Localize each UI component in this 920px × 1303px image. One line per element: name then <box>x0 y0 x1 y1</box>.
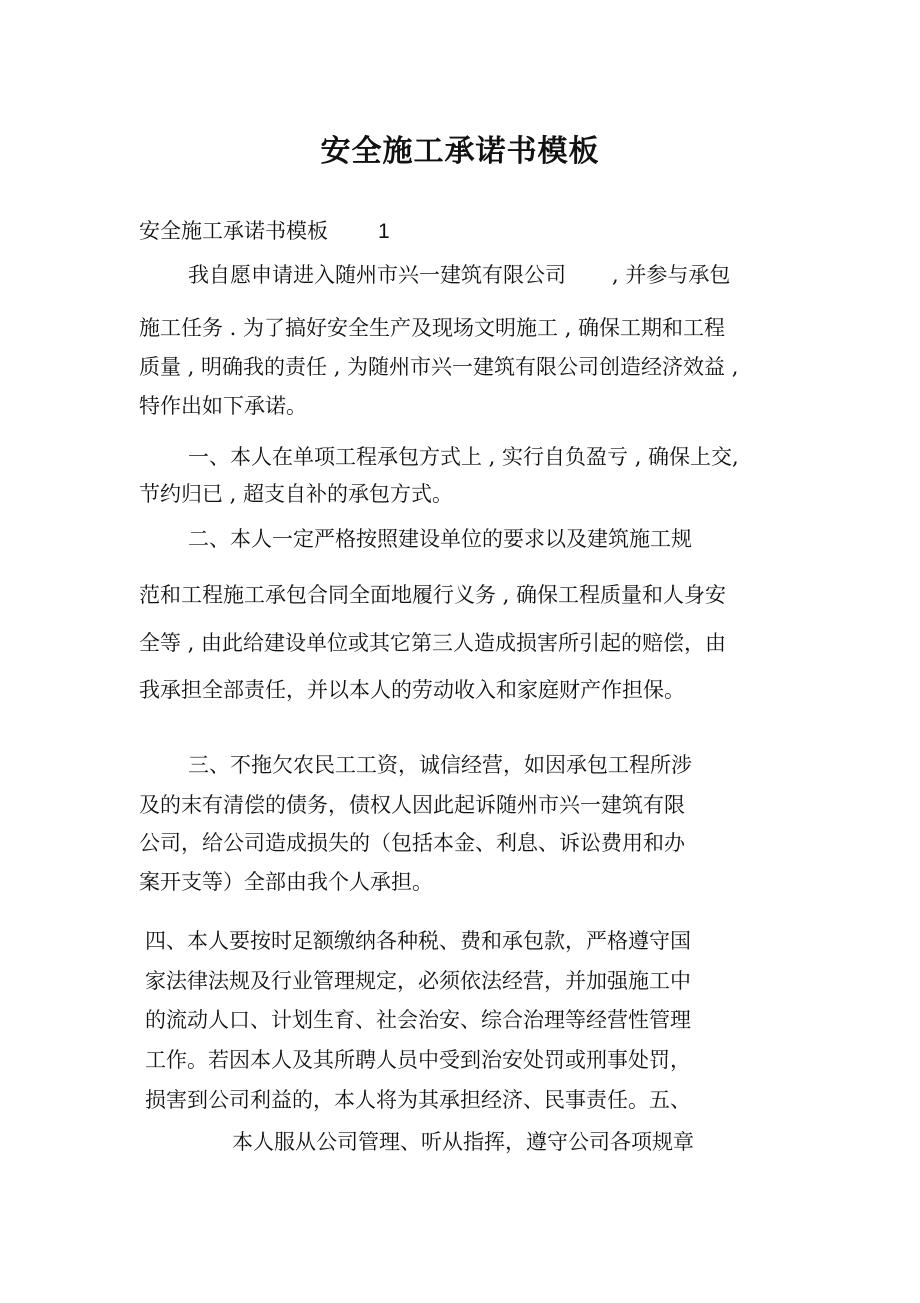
document-title: 安全施工承诺书模板 <box>320 134 600 169</box>
clause-5-line-1: 本人服从公司管理、听从指挥，遵守公司各项规章 <box>232 1130 694 1154</box>
clause-2-line-2: 范和工程施工承包合同全面地履行义务 , 确保工程质量和人身安 <box>139 583 727 607</box>
clause-4-line-2: 家法律法规及行业管理规定，必须依法经营，并加强施工中 <box>145 969 691 993</box>
paragraph-intro-line-3: 质量 , 明确我的责任 , 为随州市兴一建筑有限公司创造经济效益 , <box>139 355 739 379</box>
intro-company-text: 我自愿申请进入随州市兴一建筑有限公司 <box>188 263 566 287</box>
section-heading <box>139 221 390 242</box>
clause-4-line-4: 工作。若因本人及其所聘人员中受到治安处罚或刑事处罚， <box>145 1048 691 1072</box>
clause-4-line-1: 四、本人要按时足额缴纳各种税、费和承包款，严格遵守国 <box>145 929 691 953</box>
clause-3-line-4: 案开支等）全部由我个人承担。 <box>139 870 433 894</box>
clause-3-line-2: 及的末有清偿的债务，债权人因此起诉随州市兴一建筑有限 <box>139 793 685 817</box>
section-heading-number: 1 <box>378 220 390 243</box>
section-heading-text: 安全施工承诺书模板 <box>139 219 328 243</box>
clause-2-line-1: 二、本人一定严格按照建设单位的要求以及建筑施工规 <box>188 527 692 551</box>
clause-1-line-2: 节约归已 , 超支自补的承包方式。 <box>139 482 454 506</box>
clause-3-line-3: 公司，给公司造成损失的（包括本金、利息、诉讼费用和办 <box>139 831 685 855</box>
paragraph-intro-line-2: 施工任务 . 为了搞好安全生产及现场文明施工 , 确保工期和工程 <box>139 316 726 340</box>
clause-4-line-3: 的流动人口、计划生育、社会治安、综合治理等经营性管理 <box>145 1008 691 1032</box>
paragraph-intro-line-4: 特作出如下承诺。 <box>139 394 307 418</box>
clause-4-line-5: 损害到公司利益的，本人将为其承担经济、民事责任。五、 <box>145 1088 691 1112</box>
paragraph-intro-line-1 <box>188 265 566 286</box>
clause-2-line-3: 全等 , 由此给建设单位或其它第三人造成损害所引起的赔偿，由 <box>139 631 727 655</box>
clause-3-line-1: 三、不拖欠农民工工资，诚信经营，如因承包工程所涉 <box>188 753 692 777</box>
clause-2-line-4: 我承担全部责任，并以本人的劳动收入和家庭财产作担保。 <box>139 678 685 702</box>
paragraph-intro-line-1-tail: , 并参与承包 <box>612 263 731 287</box>
clause-1-line-1: 一、本人在单项工程承包方式上 , 实行自负盈亏 , 确保上交, <box>188 445 739 469</box>
